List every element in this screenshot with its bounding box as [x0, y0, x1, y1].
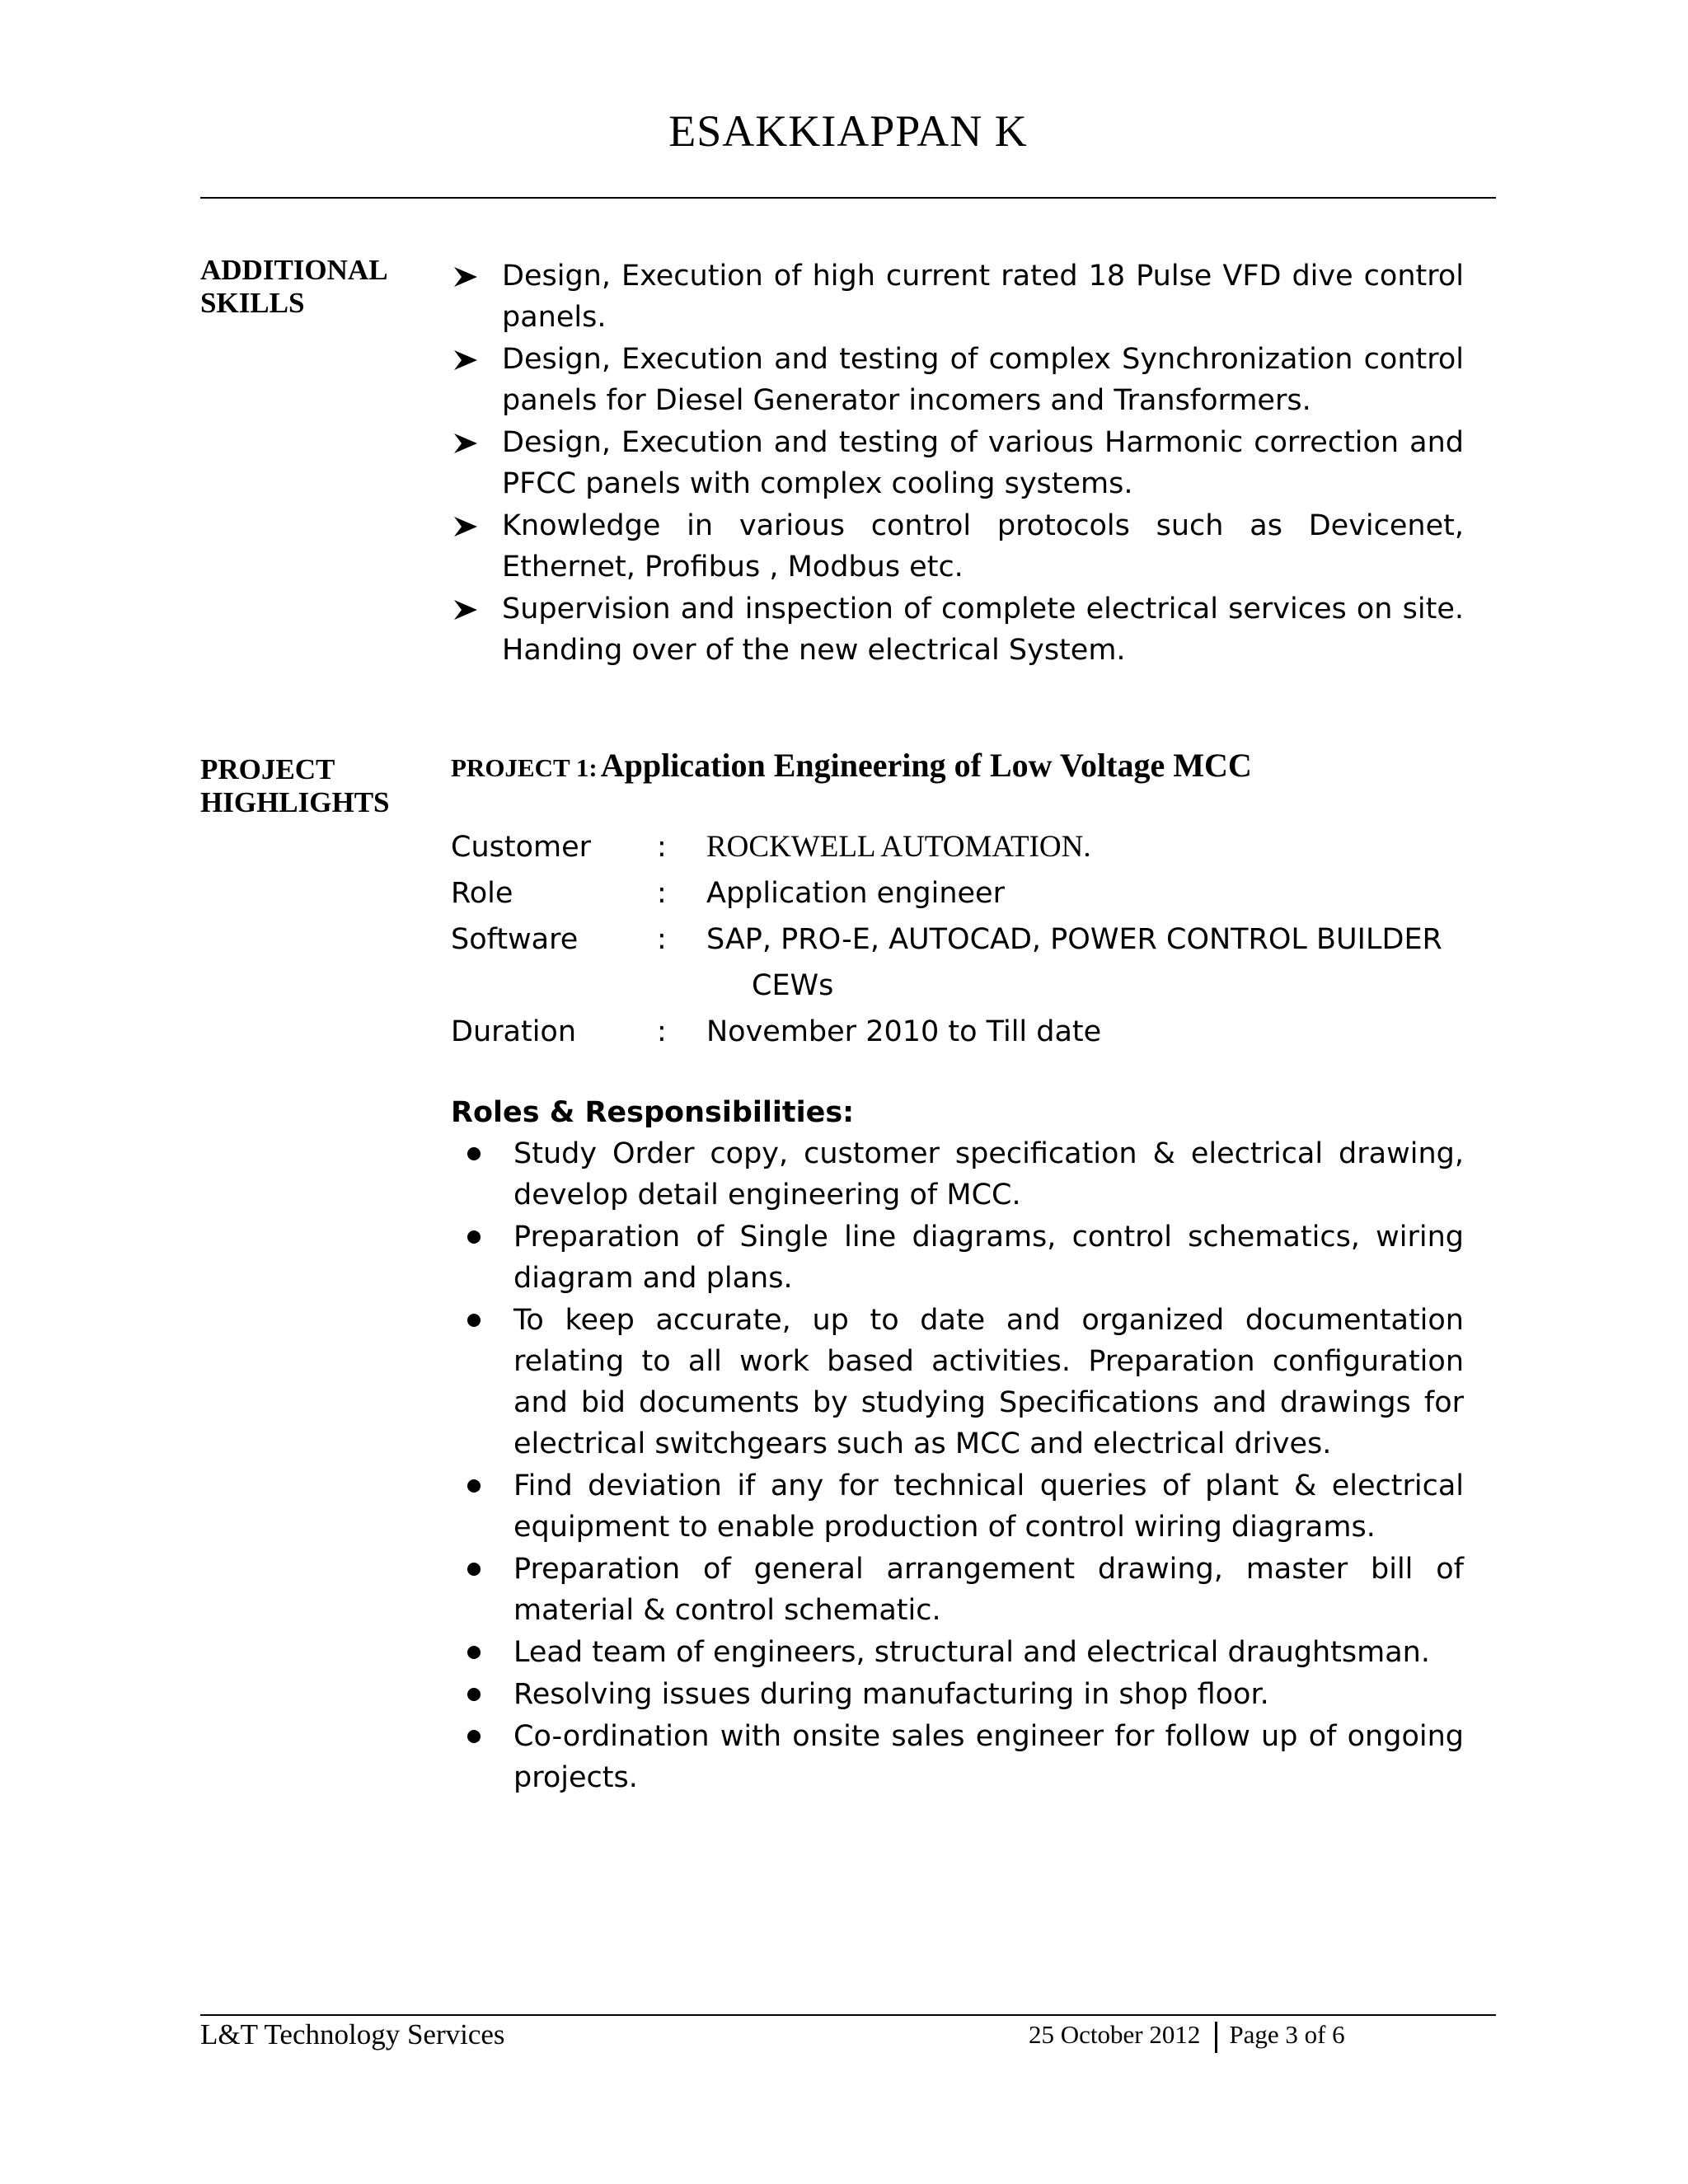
skill-item: [451, 422, 1464, 504]
skill-item: [451, 255, 1464, 338]
skill-text: Knowledge in various control protocols such as Devicenet, Ethernet, Profibus , Modbus etc.: [502, 509, 1464, 583]
footer-page-number: Page 3 of 6: [1229, 2020, 1345, 2049]
footer-meta: [1029, 2017, 1345, 2053]
role-text: Preparation of general arrangement drawing, master bill of material & control schematic.: [513, 1553, 1464, 1627]
customer-colon: :: [657, 831, 667, 864]
skill-item: [451, 339, 1464, 421]
duration-value: November 2010 to Till date: [706, 1015, 1102, 1048]
role-item: [451, 1716, 1464, 1798]
candidate-name: ESAKKIAPPAN K: [668, 106, 1028, 156]
role-text: Resolving issues during manufacturing in shop floor.: [513, 1678, 1269, 1711]
role-item: [451, 1216, 1464, 1299]
footer-divider: [200, 2014, 1496, 2016]
role-text: Co-ordination with onsite sales engineer for follow up of ongoing projects.: [513, 1720, 1464, 1794]
role-item: [451, 1465, 1464, 1548]
customer-label: Customer: [451, 831, 592, 864]
project-name: Application Engineering of Low Voltage MCC: [600, 747, 1252, 784]
project-highlights-label-line2: HIGHLIGHTS: [200, 786, 390, 818]
role-text: Study Order copy, customer specification & electrical drawing, develop detail engineering of MCC.: [513, 1137, 1464, 1212]
roles-list: [451, 1133, 1464, 1799]
role-item: [451, 1632, 1464, 1673]
project-title: [451, 746, 1252, 785]
skill-item: [451, 505, 1464, 588]
duration-colon: :: [657, 1015, 667, 1048]
header-divider: [200, 197, 1496, 199]
additional-skills-label: [200, 254, 415, 320]
software-value-continued: CEWs: [752, 969, 834, 1002]
project-number: PROJECT 1:: [451, 753, 598, 782]
footer-company: L&T Technology Services: [200, 2018, 505, 2050]
additional-skills-label-line1: ADDITIONAL: [200, 254, 388, 286]
role-text: Lead team of engineers, structural and electrical draughtsman.: [513, 1636, 1430, 1669]
project-highlights-label-line1: PROJECT: [200, 753, 335, 785]
software-colon: :: [657, 923, 667, 956]
role-item: [451, 1300, 1464, 1465]
info-row-duration: [451, 1011, 1473, 1057]
role-item: [451, 1133, 1464, 1216]
role-label: Role: [451, 877, 513, 910]
roles-heading: Roles & Responsibilities:: [451, 1096, 855, 1129]
role-item: [451, 1674, 1464, 1715]
additional-skills-label-line2: SKILLS: [200, 287, 305, 319]
role-item: [451, 1549, 1464, 1631]
skill-text: Design, Execution of high current rated 18 Pulse VFD dive control panels.: [502, 260, 1464, 334]
skill-item: [451, 588, 1464, 671]
software-label: Software: [451, 923, 579, 956]
customer-value: ROCKWELL AUTOMATION.: [706, 830, 1091, 864]
project-highlights-label: [200, 753, 415, 819]
additional-skills-list: [451, 255, 1464, 672]
info-row-role: [451, 873, 1473, 919]
role-text: Preparation of Single line diagrams, control schematics, wiring diagram and plans.: [513, 1221, 1464, 1295]
info-row-software: [451, 919, 1473, 1011]
software-value: SAP, PRO-E, AUTOCAD, POWER CONTROL BUILDER: [706, 923, 1442, 956]
role-text: Find deviation if any for technical queries of plant & electrical equipment to enable production of control wiring diagrams.: [513, 1469, 1464, 1544]
role-colon: :: [657, 877, 667, 910]
skill-text: Supervision and inspection of complete electrical services on site. Handing over of the new electrical System.: [502, 593, 1464, 667]
skill-text: Design, Execution and testing of various Harmonic correction and PFCC panels with complex cooling systems.: [502, 426, 1464, 500]
footer-separator: [1215, 2022, 1217, 2053]
skill-text: Design, Execution and testing of complex Synchronization control panels for Diesel Generator incomers and Transformers.: [502, 343, 1464, 417]
info-row-customer: [451, 827, 1473, 873]
footer-date: 25 October 2012: [1029, 2020, 1201, 2049]
role-text: To keep accurate, up to date and organized documentation relating to all work based activities. Preparation configuration and bid documents by studying Specifications and drawings for electrical switchgears such as MCC and electrical drives.: [513, 1304, 1464, 1460]
duration-label: Duration: [451, 1015, 577, 1048]
role-value: Application engineer: [706, 877, 1005, 910]
